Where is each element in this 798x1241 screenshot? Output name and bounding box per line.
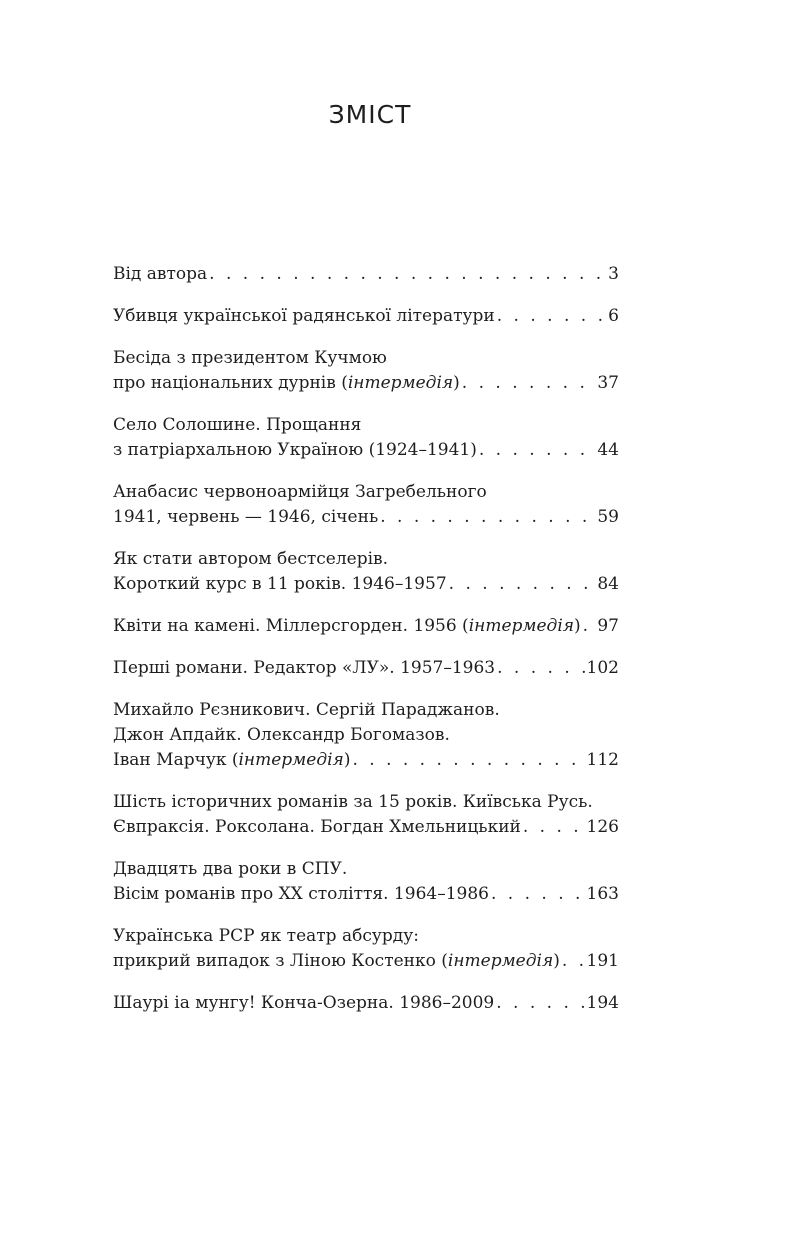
toc-page-number: 194 bbox=[586, 993, 619, 1013]
page-title: ЗМІСТ bbox=[328, 100, 412, 129]
toc-entry-title-line bbox=[113, 656, 495, 681]
toc-entry bbox=[113, 547, 619, 597]
toc-entry-interlude-label: інтермедія bbox=[468, 616, 575, 636]
toc-leader-dots bbox=[497, 656, 584, 681]
toc-entry-last-line bbox=[113, 949, 619, 974]
toc-entry-closing-paren: ) bbox=[553, 951, 560, 971]
toc-entry-last-line bbox=[113, 304, 619, 329]
toc-entry-text: про національних дурнів ( bbox=[113, 373, 348, 393]
toc-entry-title-line: Джон Апдайк. Олександр Богомазов. bbox=[113, 725, 450, 745]
toc-entry-title-line bbox=[113, 614, 581, 639]
toc-entry-title-line bbox=[113, 572, 447, 597]
toc-page-number: 3 bbox=[608, 264, 619, 284]
toc-entry-text: Шаурі іа мунгу! Конча-Озерна. 1986–2009 bbox=[113, 993, 495, 1013]
toc-entry-last-line bbox=[113, 572, 619, 597]
toc-entry-title-line: Двадцять два роки в СПУ. bbox=[113, 859, 348, 879]
toc-leader-dots bbox=[497, 304, 606, 329]
toc-entry-text: прикрий випадок з Ліною Костенко ( bbox=[113, 951, 448, 971]
toc-entry bbox=[113, 262, 619, 287]
toc-entry-title-line bbox=[113, 438, 477, 463]
toc-page-number: 163 bbox=[586, 884, 619, 904]
toc-entry-title-line bbox=[113, 991, 494, 1016]
toc-entry-last-line bbox=[113, 748, 619, 773]
toc-entry bbox=[113, 698, 619, 773]
toc-entry-title-line: Анабасис червоноармійця Загребельного bbox=[113, 482, 487, 502]
toc-leader-dots bbox=[380, 505, 595, 530]
toc-entry-text: Від автора bbox=[113, 264, 208, 284]
toc-page-number: 59 bbox=[597, 507, 619, 527]
toc-entry-text: Квіти на камені. Міллерсгорден. 1956 ( bbox=[113, 616, 469, 636]
toc-entry-title-line bbox=[113, 371, 460, 396]
toc-entry-text: з патріархальною Україною (1924–1941) bbox=[113, 440, 477, 460]
toc-leader-dots bbox=[209, 262, 606, 287]
toc-page-number: 37 bbox=[597, 373, 619, 393]
toc-entry bbox=[113, 857, 619, 907]
toc-entry bbox=[113, 991, 619, 1016]
toc-entry-title-line: Село Солошине. Прощання bbox=[113, 415, 362, 435]
toc-entry-title-line: Українська РСР як театр абсурду: bbox=[113, 926, 419, 946]
toc-page-number: 44 bbox=[597, 440, 619, 460]
toc-entry-last-line bbox=[113, 815, 619, 840]
toc-entry-text: Євпраксія. Роксолана. Богдан Хмельницький bbox=[113, 817, 521, 837]
toc-entry-last-line bbox=[113, 614, 619, 639]
toc-entry-text: 1941, червень — 1946, січень bbox=[113, 507, 379, 527]
toc-entry-closing-paren: ) bbox=[453, 373, 460, 393]
toc-entry-interlude-label: інтермедія bbox=[447, 951, 554, 971]
toc-entry-text: Вісім романів про XX століття. 1964–1986 bbox=[113, 884, 489, 904]
toc-leader-dots bbox=[449, 572, 596, 597]
toc-entry-text: Перші романи. Редактор «ЛУ». 1957–1963 bbox=[113, 658, 496, 678]
toc-page-number: 6 bbox=[608, 306, 619, 326]
toc-entry-interlude-label: інтермедія bbox=[238, 750, 344, 770]
toc-entry bbox=[113, 480, 619, 530]
toc-entry-text: Убивця української радянської літератури bbox=[113, 306, 495, 326]
toc-entry-title-line: Бесіда з президентом Кучмою bbox=[113, 348, 387, 368]
toc-entry-last-line bbox=[113, 882, 619, 907]
toc-leader-dots bbox=[462, 371, 596, 396]
toc-leader-dots bbox=[491, 882, 585, 907]
toc-entry-title-line bbox=[113, 304, 495, 329]
toc-entry-last-line bbox=[113, 991, 619, 1016]
toc-entry bbox=[113, 346, 619, 396]
toc-entry-title-line: Михайло Рєзникович. Сергій Параджанов. bbox=[113, 700, 500, 720]
toc-entry-title-line bbox=[113, 748, 350, 773]
toc-leader-dots bbox=[562, 949, 585, 974]
toc-entry-last-line bbox=[113, 438, 619, 463]
toc-entry-closing-paren: ) bbox=[574, 616, 581, 636]
toc-entry bbox=[113, 924, 619, 974]
toc-entry-title-line bbox=[113, 815, 521, 840]
toc-leader-dots bbox=[496, 991, 584, 1016]
toc-leader-dots bbox=[523, 815, 585, 840]
toc-page-number: 102 bbox=[586, 658, 619, 678]
toc-entry-last-line bbox=[113, 505, 619, 530]
toc-entry bbox=[113, 614, 619, 639]
toc-leader-dots bbox=[479, 438, 596, 463]
toc-entry-text: Короткий курс в 11 років. 1946–1957 bbox=[113, 574, 447, 594]
toc-entry-title-line bbox=[113, 262, 207, 287]
toc-page-number: 112 bbox=[586, 750, 619, 770]
toc-page-number: 126 bbox=[586, 817, 619, 837]
toc-entry bbox=[113, 413, 619, 463]
toc-entry-title-line bbox=[113, 949, 560, 974]
toc-page-number: 97 bbox=[597, 616, 619, 636]
toc-entry bbox=[113, 656, 619, 681]
toc-entry-closing-paren: ) bbox=[343, 750, 351, 770]
toc-page-number: 84 bbox=[597, 574, 619, 594]
toc-leader-dots bbox=[583, 614, 596, 639]
toc-entry-title-line: Як стати автором бестселерів. bbox=[113, 549, 389, 569]
toc-entry-text: Іван Марчук ( bbox=[113, 750, 239, 770]
toc-entry bbox=[113, 304, 619, 329]
table-of-contents bbox=[113, 262, 619, 1033]
toc-entry-interlude-label: інтермедія bbox=[347, 373, 454, 393]
toc-entry-title-line: Шість історичних романів за 15 років. Київська Русь. bbox=[113, 792, 593, 812]
toc-entry-title-line bbox=[113, 505, 378, 530]
toc-leader-dots bbox=[352, 748, 584, 773]
toc-entry-last-line bbox=[113, 656, 619, 681]
toc-page-number: 191 bbox=[586, 951, 619, 971]
toc-entry-title-line bbox=[113, 882, 489, 907]
toc-entry-last-line bbox=[113, 371, 619, 396]
toc-entry bbox=[113, 790, 619, 840]
toc-entry-last-line bbox=[113, 262, 619, 287]
